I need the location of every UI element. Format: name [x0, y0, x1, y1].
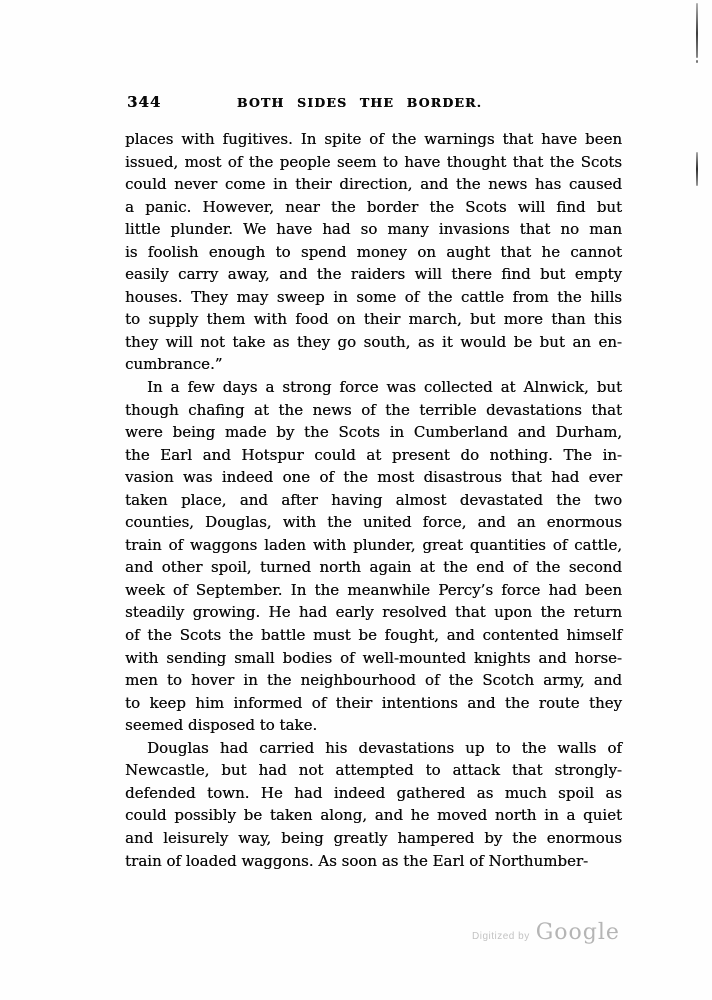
- text-line: Newcastle, but had not attempted to attack that strongly-: [125, 761, 622, 780]
- running-title: BOTH SIDES THE BORDER.: [236, 95, 483, 110]
- text-line: the Earl and Hotspur could at present do nothing. The in-: [125, 445, 622, 464]
- text-line: train of waggons laden with plunder, great quantities of cattle,: [125, 535, 622, 554]
- text-line: defended town. He had indeed gathered as much spoil as: [125, 783, 622, 802]
- text-line: and other spoil, turned north again at the end of the second: [125, 558, 622, 577]
- page-number: 344: [127, 93, 162, 111]
- scan-artifact-dot: [696, 60, 698, 63]
- text-line: of the Scots the battle must be fought, and contented himself: [125, 626, 622, 645]
- text-line: week of September. In the meanwhile Percy’s force had been: [125, 580, 622, 599]
- text-line: a panic. However, near the border the Scots will find but: [125, 197, 622, 216]
- text-line: men to hover in the neighbourhood of the Scotch army, and: [125, 671, 622, 690]
- text-line: seemed disposed to take.: [125, 716, 318, 735]
- text-line: to keep him informed of their intentions and the route they: [125, 693, 622, 712]
- text-line: steadily growing. He had early resolved that upon the return: [125, 603, 622, 622]
- scan-artifact-line: [696, 3, 698, 58]
- digitized-by-label: Digitized by: [472, 931, 530, 942]
- text-line: houses. They may sweep in some of the cattle from the hills: [125, 287, 622, 306]
- text-line: though chafing at the news of the terrible devastations that: [125, 400, 622, 419]
- text-line: cumbrance.”: [125, 355, 223, 374]
- text-line: could possibly be taken along, and he moved north in a quiet: [125, 806, 622, 825]
- text-line: counties, Douglas, with the united force, and an enormous: [125, 513, 622, 532]
- text-line: little plunder. We have had so many invasions that no man: [125, 220, 622, 239]
- watermark: [472, 920, 620, 945]
- scan-artifact-line: [696, 152, 698, 186]
- text-line: places with fugitives. In spite of the warnings that have been: [125, 130, 622, 148]
- text-line: taken place, and after having almost devastated the two: [125, 490, 622, 509]
- text-line: issued, most of the people seem to have thought that the Scots: [125, 152, 622, 171]
- page-header: [125, 93, 622, 113]
- text-line: were being made by the Scots in Cumberland and Durham,: [125, 423, 622, 442]
- text-line: In a few days a strong force was collected at Alnwick, but: [147, 378, 622, 397]
- text-line: with sending small bodies of well-mounted knights and horse-: [125, 648, 622, 667]
- text-line: vasion was indeed one of the most disastrous that had ever: [125, 468, 622, 487]
- text-line: they will not take as they go south, as it would be but an en-: [125, 332, 622, 351]
- text-line: Douglas had carried his devastations up to the walls of: [147, 738, 622, 757]
- text-line: to supply them with food on their march, but more than this: [125, 310, 622, 329]
- text-line: could never come in their direction, and the news has caused: [125, 175, 622, 194]
- text-line: and leisurely way, being greatly hampered by the enormous: [125, 828, 622, 847]
- text-line: easily carry away, and the raiders will there find but empty: [125, 265, 622, 284]
- text-block: [125, 128, 622, 872]
- text-line: is foolish enough to spend money on aught that he cannot: [125, 242, 622, 261]
- google-logo: Google: [535, 920, 620, 945]
- text-line: train of loaded waggons. As soon as the Earl of Northumber-: [125, 851, 589, 870]
